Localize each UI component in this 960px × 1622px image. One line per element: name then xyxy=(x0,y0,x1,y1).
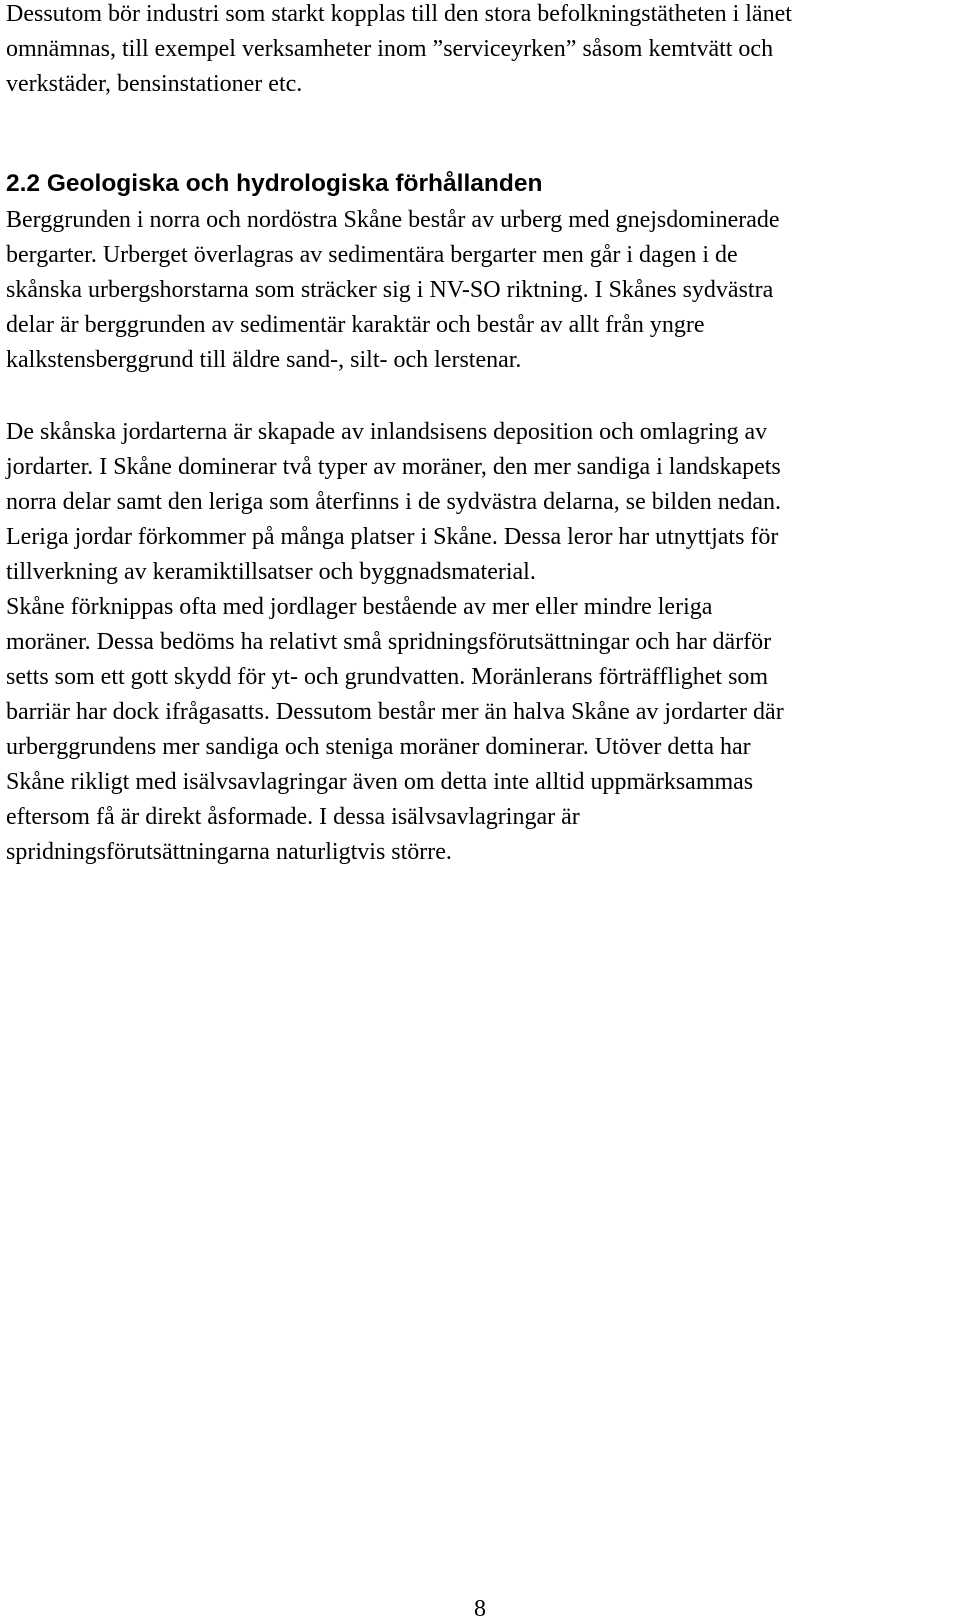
text-line: Skåne förknippas ofta med jordlager bestående av mer eller mindre leriga xyxy=(6,594,713,620)
text-line: moräner. Dessa bedöms ha relativt små spridningsförutsättningar och har därför xyxy=(6,629,772,655)
text-line: norra delar samt den leriga som återfinns i de sydvästra delarna, se bilden nedan. xyxy=(6,489,782,515)
soils-paragraph xyxy=(6,415,950,870)
text-line: urberggrundens mer sandiga och steniga moräner dominerar. Utöver detta har xyxy=(6,734,751,760)
section-heading: 2.2 Geologiska och hydrologiska förhållanden xyxy=(6,170,543,197)
intro-paragraph xyxy=(6,0,950,102)
text-line: setts som ett gott skydd för yt- och grundvatten. Moränlerans förträfflighet som xyxy=(6,664,769,690)
text-line: omnämnas, till exempel verksamheter inom ”serviceyrken” såsom kemtvätt och xyxy=(6,36,774,62)
text-line: jordarter. I Skåne dominerar två typer av moräner, den mer sandiga i landskapets xyxy=(6,454,781,480)
text-line: tillverkning av keramiktillsatser och byggnadsmaterial. xyxy=(6,559,536,585)
text-line: verkstäder, bensinstationer etc. xyxy=(6,71,303,97)
text-line: kalkstensberggrund till äldre sand-, silt- och lerstenar. xyxy=(6,347,522,373)
text-line: spridningsförutsättningarna naturligtvis större. xyxy=(6,839,452,865)
page-number: 8 xyxy=(474,1596,486,1622)
text-line: Leriga jordar förkommer på många platser i Skåne. Dessa leror har utnyttjats för xyxy=(6,524,779,550)
geology-paragraph xyxy=(6,203,950,378)
text-line: skånska urbergshorstarna som sträcker sig i NV-SO riktning. I Skånes sydvästra xyxy=(6,277,774,303)
text-line: Berggrunden i norra och nordöstra Skåne består av urberg med gnejsdominerade xyxy=(6,207,780,233)
text-line: Skåne rikligt med isälvsavlagringar även om detta inte alltid uppmärksammas xyxy=(6,769,754,795)
text-line: eftersom få är direkt åsformade. I dessa isälvsavlagringar är xyxy=(6,804,580,830)
text-line: barriär har dock ifrågasatts. Dessutom består mer än halva Skåne av jordarter där xyxy=(6,699,784,725)
text-line: delar är berggrunden av sedimentär karaktär och består av allt från yngre xyxy=(6,312,705,338)
text-line: De skånska jordarterna är skapade av inlandsisens deposition och omlagring av xyxy=(6,419,768,445)
text-line: Dessutom bör industri som starkt kopplas till den stora befolkningstätheten i länet xyxy=(6,1,792,27)
text-line: bergarter. Urberget överlagras av sedimentära bergarter men går i dagen i de xyxy=(6,242,738,268)
